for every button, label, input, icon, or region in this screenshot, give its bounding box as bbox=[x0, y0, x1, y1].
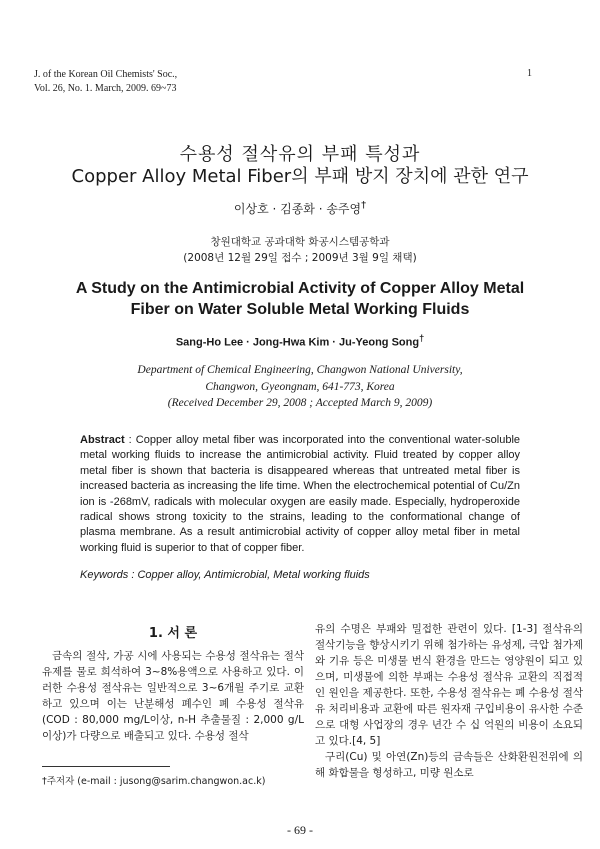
header-page-number: 1 bbox=[527, 68, 532, 79]
english-affiliation-line-1: Department of Chemical Engineering, Changwon National University, bbox=[137, 364, 463, 376]
keywords: Keywords : Copper alloy, Antimicrobial, Metal working fluids bbox=[80, 569, 370, 581]
abstract-text: Copper alloy metal fiber was incorporated into the conventional water-soluble metal working fluids to increase the antimicrobial activity. Fluid treated by copper alloy metal fiber is shown that bacteria is disappeared whereas that untreated metal fiber is increased bacteria as increasing the life time. When the electrochemical potential of Cu/Zn ion is -268mV, radicals with molecular oxygen are easily made. Especially, hydroperoxide radical shows strong toxicity to the strains, leading to the conformational change of plasma membrane. As a result antimicrobial activity of copper alloy metal fiber in metal working fluid is superior to that of copper fiber. bbox=[80, 434, 521, 554]
body-right-column bbox=[315, 621, 583, 781]
korean-authors: 이상호 · 김종화 · 송주영† bbox=[233, 200, 367, 216]
page-footer-number: - 69 - bbox=[287, 823, 313, 837]
footnote-divider bbox=[42, 766, 170, 767]
korean-title-line-2: Copper Alloy Metal Fiber의 부패 방지 장치에 관한 연구 bbox=[71, 166, 529, 187]
journal-citation bbox=[34, 68, 177, 95]
footnote: †주저자 (e-mail : jusong@sarim.changwon.ac.k) bbox=[42, 776, 266, 787]
body-right-paragraph-2: 구리(Cu) 및 아연(Zn)등의 금속들은 산화환원전위에 의해 화합물을 형성하고, 미량 원소로 bbox=[315, 751, 583, 779]
abstract-label: Abstract bbox=[80, 434, 125, 446]
korean-affiliation bbox=[0, 234, 600, 266]
journal-line-2: Vol. 26, No. 1. March, 2009. 69~73 bbox=[34, 82, 177, 94]
dagger-mark: † bbox=[361, 200, 367, 211]
abstract bbox=[80, 433, 520, 556]
section-title: 1. 서 론 bbox=[148, 626, 198, 641]
korean-title-line-1: 수용성 절삭유의 부패 특성과 bbox=[179, 144, 421, 165]
journal-line-1: J. of the Korean Oil Chemists' Soc., bbox=[34, 69, 178, 80]
korean-affiliation-name: 창원대학교 공과대학 화공시스템공학과 bbox=[210, 236, 390, 248]
body-left-column: 금속의 절삭, 가공 시에 사용되는 수용성 절삭유는 절삭유제를 물로 희석하여 3~8%용액으로 사용하고 있다. 이러한 수용성 절삭유는 일반적으로 3~6개월 주기로 교환하고 있으며 이는 난분해성 폐수인 폐 수용성 절삭유(COD : 80,000 mg/L이상, n-H 추출물질 : 2,000 g/L 이상)가 다량으로 배출되고 있다. 수용성 절삭 bbox=[42, 650, 304, 742]
english-title-line-1: A Study on the Antimicrobial Activity of Copper Alloy Metal bbox=[75, 280, 525, 297]
english-dates: (Received December 29, 2008 ; Accepted March 9, 2009) bbox=[167, 397, 433, 409]
korean-dates: (2008년 12월 29일 접수 ; 2009년 3월 9일 채택) bbox=[183, 252, 417, 264]
dagger-mark: † bbox=[419, 333, 425, 343]
english-authors: Sang-Ho Lee · Jong-Hwa Kim · Ju-Yeong Song† bbox=[175, 333, 425, 349]
english-title-line-2: Fiber on Water Soluble Metal Working Fluids bbox=[130, 301, 470, 318]
abstract-separator: : bbox=[124, 434, 136, 446]
english-title bbox=[0, 278, 600, 320]
english-affiliation-line-2: Changwon, Gyeongnam, 641-773, Korea bbox=[205, 380, 395, 393]
body-right-paragraph-1: 유의 수명은 부패와 밀접한 관련이 있다. [1-3] 절삭유의 절삭기능을 향상시키기 위해 첨가하는 유성제, 극압 첨가제와 기유 등은 미생물 번식 환경을 만드는 영양원이 되고 있으며, 미생물에 의한 부패는 수용성 절삭유 교환의 직접적인 원인을 제공한다. 또한, 수용성 절삭유는 폐 수용성 절삭유 처리비용과 교환에 따른 원자재 구입비용이 유사한 수준으로 대형 사업장의 경우 년간 수 십 억원의 비용이 소요되고 있다.[4, 5] bbox=[315, 623, 583, 747]
english-affiliation bbox=[0, 362, 600, 412]
